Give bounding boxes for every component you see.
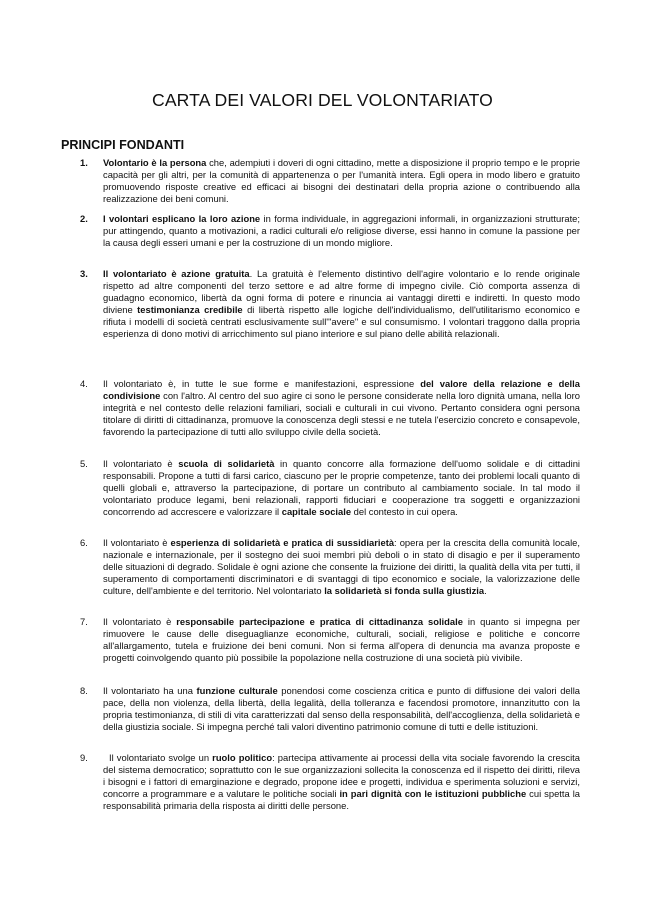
principle-text (103, 685, 580, 733)
principle-number: 2. (80, 213, 88, 224)
text-run: che, adempiuti i doveri di ogni cittadino, mette a disposizione il proprio tempo e le proprie capacità per gli altri, per la comunità di appartenenza o per l'umanità intera. Egli opera in modo libero e gratuito promuovendo risposte creative ed efficaci ai bisogni dei destinatari della propria azione o contribuendo alla realizzazione dei beni comuni. (103, 157, 580, 205)
bold-phrase: responsabile partecipazione e pratica di cittadinanza solidale (176, 616, 463, 627)
text-run: cui spetta la responsabilità primaria della risposta ai diritti delle persone. (103, 788, 580, 812)
bold-phrase: ruolo politico (212, 752, 273, 763)
bold-phrase: scuola di solidarietà (178, 458, 275, 469)
principle-text (103, 213, 580, 249)
principle-number: 7. (80, 616, 88, 627)
text-run: con l'altro. Al centro del suo agire ci sono le persone considerate nella loro dignità umana, nella loro integrità e nel contesto delle relazioni familiari, sociali e culturali in cui vivono. Pertanto considera ogni persona titolare di diritti di cittadinanza, promuove la conoscenza degli stessi e ne tutela l'esercizio concreto e consapevole, favorendo la partecipazione di tutti allo sviluppo civile della società. (103, 390, 580, 438)
principle-text (103, 537, 580, 597)
text-run: del contesto in cui opera. (351, 506, 458, 518)
bold-phrase: Volontario è la persona (103, 157, 207, 168)
document-title: CARTA DEI VALORI DEL VOLONTARIATO (152, 90, 493, 110)
bold-phrase: la solidarietà si fonda sulla giustizia (324, 585, 485, 597)
principle-text (103, 458, 580, 518)
bold-phrase: esperienza di solidarietà e pratica di sussidiarietà (170, 537, 395, 548)
bold-phrase: funzione culturale (196, 685, 278, 696)
principle-text (103, 378, 580, 438)
principle-number: 3. (80, 268, 88, 279)
principle-text (103, 616, 580, 664)
principle-text (103, 157, 580, 205)
text-run: in forma individuale, in aggregazioni informali, in organizzazioni strutturate; pur attingendo, quanto a motivazioni, a radici culturali e/o religiose diverse, essi hanno in comune la passione per la causa degli esseri umani e per la costruzione di un mondo migliore. (103, 213, 580, 249)
text-run: Il volontariato è (103, 537, 171, 548)
section-heading: PRINCIPI FONDANTI (61, 138, 185, 152)
text-run: in quanto concorre alla formazione dell'uomo solidale e di cittadini responsabili. Propone a tutti di farsi carico, ciascuno per le proprie competenze, tanto dei problemi locali quanto di quelli globali e, attraverso la partecipazione, di portare un contributo al cambiamento sociale. In tal modo il volontariato produce legami, beni relazionali, rapporti fiduciari e cooperazione tra soggetti e organizzazioni concorrendo ad accrescere e valorizzare il (103, 458, 580, 518)
text-run: : partecipa attivamente ai processi della vita sociale favorendo la crescita del sistema democratico; soprattutto con le sue organizzazioni sollecita la conoscenza ed il rispetto dei diritti, rileva i bisogni e i fattori di emarginazione e degrado, propone idee e progetti, individua e sperimenta soluzioni e servizi, concorre a programmare e a valutare le politiche sociali (103, 752, 580, 800)
text-run: di libertà rispetto alle logiche dell'individualismo, dell'utilitarismo economico e rifiuta i modelli di società centrati esclusivamente sull'"avere" e sul consumismo. I volontari traggono dalla propria esperienza di dono motivi di arricchimento sul piano interiore e sul piano delle abilità relazionali. (103, 304, 580, 340)
text-run: Il volontariato è (103, 458, 179, 469)
text-run: ponendosi come coscienza critica e punto di diffusione dei valori della pace, della non violenza, della libertà, della legalità, della tolleranza e facendosi promotore, innanzitutto con la propria testimonianza, di stili di vita caratterizzati dal senso della responsabilità, dell'accoglienza, della solidarietà e della giustizia sociale. Si impegna perché tali valori diventino patrimonio comune di tutti e delle istituzioni. (103, 685, 580, 733)
principle-number: 5. (80, 458, 88, 469)
text-run: . La gratuità è l'elemento distintivo dell'agire volontario e lo rende originale rispetto ad altre componenti del terzo settore e ad altre forme di impegno civile. Ciò comporta assenza di guadagno economico, libertà da ogni forma di potere e rinuncia ai vantaggi diretti e indiretti. In questo modo diviene (103, 268, 580, 316)
principle-number: 6. (80, 537, 88, 548)
bold-phrase: I volontari esplicano la loro azione (103, 213, 261, 224)
bold-phrase: testimonianza credibile (137, 304, 243, 316)
principle-text (103, 752, 580, 812)
text-run: in quanto si impegna per rimuovere le cause delle diseguaglianze economiche, culturali, sociali, religiose e politiche e concorre all'allargamento, tutela e fruizione dei beni comuni. Non si ferma all'opera di denuncia ma avanza proposte e progetti coinvolgendo quanto più possibile la popolazione nella costruzione di una società più vivibile. (103, 616, 581, 664)
principle-text (103, 268, 580, 341)
text-run: Il volontariato ha una (103, 685, 197, 696)
bold-phrase: del valore della relazione e della condivisione (103, 378, 580, 402)
text-run: Il volontariato svolge un (109, 752, 213, 763)
bold-phrase: Il volontariato è azione gratuita (103, 268, 250, 279)
principle-number: 1. (80, 157, 88, 168)
principle-number: 4. (80, 378, 88, 389)
bold-phrase: in pari dignità con le istituzioni pubbliche (339, 788, 527, 800)
text-run: Il volontariato è, in tutte le sue forme e manifestazioni, espressione (103, 378, 421, 389)
text-run: . (484, 585, 487, 597)
text-run: : opera per la crescita della comunità locale, nazionale e internazionale, per il sostegno dei suoi membri più deboli o in stato di disagio e per il superamento delle situazioni di degrado. Solidale è ogni azione che consente la fruizione dei diritti, la qualità della vita per tutti, il superamento di comportamenti discriminatori e di svantaggi di tipo economico e sociale, la valorizzazione delle culture, dell'ambiente e del territorio. Nel volontariato (103, 537, 580, 597)
principle-number: 8. (80, 685, 88, 696)
bold-phrase: capitale sociale (281, 506, 352, 518)
principle-number: 9. (80, 752, 88, 763)
text-run: Il volontariato è (103, 616, 177, 627)
